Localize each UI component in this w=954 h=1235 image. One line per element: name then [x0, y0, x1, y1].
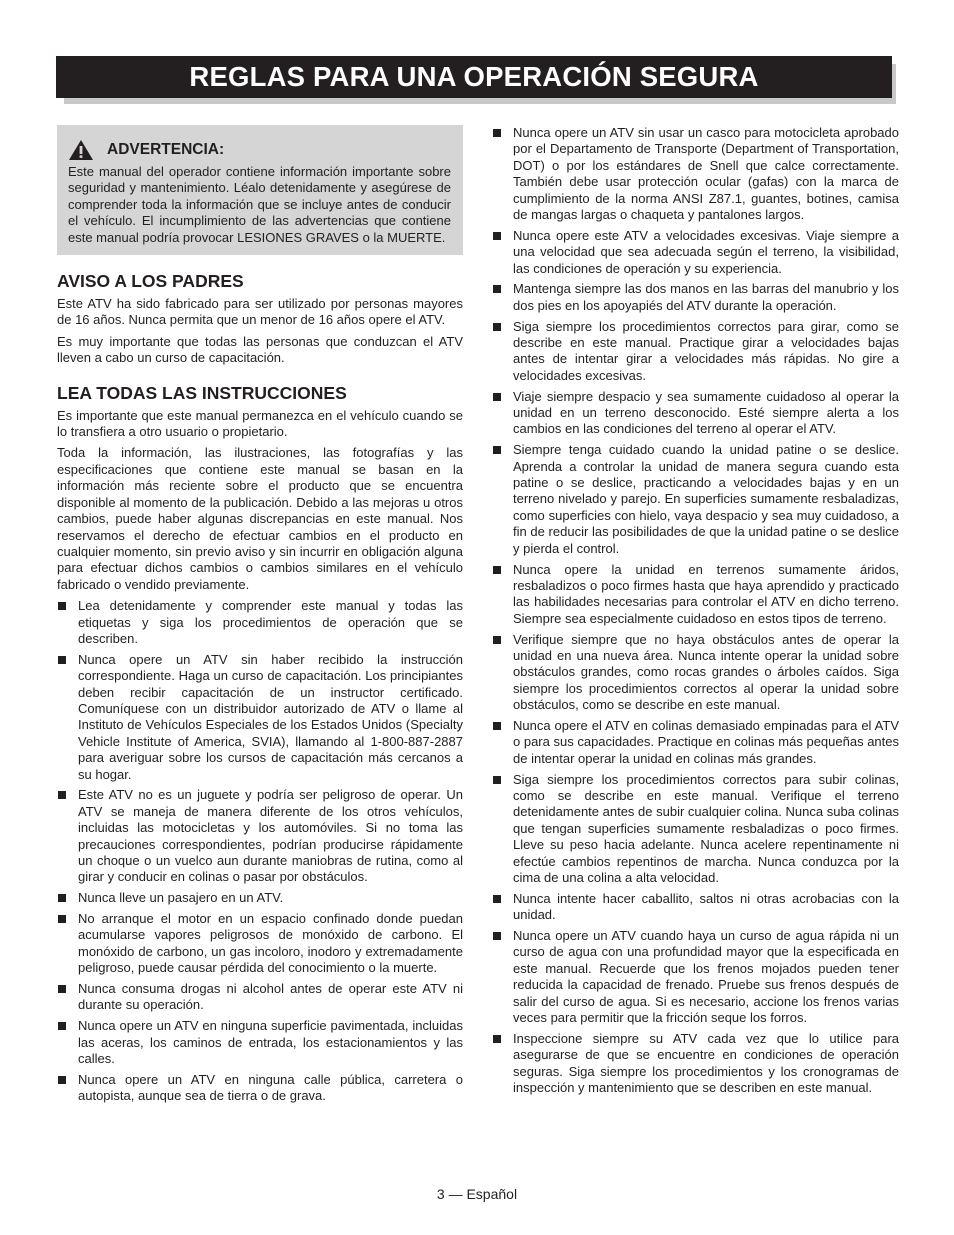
list-item	[492, 389, 899, 438]
list-item-text: Nunca opere un ATV en ninguna superficie pavimentada, incluidas las aceras, los caminos de entrada, los estacionamientos y las calles.	[78, 1018, 463, 1067]
list-item	[492, 772, 899, 887]
list-item	[492, 928, 899, 1026]
list-item	[492, 125, 899, 223]
list-item-text: Este ATV no es un juguete y podría ser peligroso de operar. Un ATV se maneja de manera diferente de los otros vehículos, incluidas las motocicletas y los automóviles. Si no toma las precauciones correspondientes, podrían producirse rápidamente un choque o un vuelco aun durante maniobras de rutina, como al girar y conducir en colinas o pasar por obstáculos.	[78, 787, 463, 885]
bullet-square-icon	[493, 323, 501, 331]
list-item	[492, 891, 899, 924]
left-column	[57, 125, 463, 1109]
right-column	[492, 125, 899, 1101]
list-item	[57, 890, 463, 906]
bullet-square-icon	[493, 446, 501, 454]
warning-header	[68, 139, 451, 161]
bullet-square-icon	[58, 656, 66, 664]
list-item-text: Siga siempre los procedimientos correctos para subir colinas, como se describe en este manual. Verifique el terreno detenidamente antes de subir cualquier colina. Nunca suba colinas que tengan superficies sumamente resbaladizas o poco firmes. Lleve su peso hacia adelante. Nunca acelere repentinamente ni efectúe cambios repentinos de marcha. Nunca conduzca por la cima de una colina a alta velocidad.	[513, 771, 899, 885]
list-item-text: Nunca opere la unidad en terrenos sumamente áridos, resbaladizos o poco firmes hasta que haya aprendido y practicado las habilidades necesarias para controlar el ATV en dicho terreno. Siempre sea especialmente cuidadoso en estos tipos de terreno.	[513, 561, 899, 626]
bullet-square-icon	[493, 1035, 501, 1043]
bullet-square-icon	[493, 776, 501, 784]
list-item	[492, 281, 899, 314]
bullet-square-icon	[58, 915, 66, 923]
list-item-text: Siempre tenga cuidado cuando la unidad patine o se deslice. Aprenda a controlar la unidad de manera segura cuando esta patine o se deslice, practicando a velocidades bajas y en un terreno nivelado y parejo. En superficies sumamente resbaladizas, como superficies con hielo, vaya despacio y sea muy cuidadoso, a fin de reducir las posibilidades de que la unidad patine o se deslice y pierda el control.	[513, 442, 899, 556]
list-item	[492, 442, 899, 557]
bullet-square-icon	[493, 895, 501, 903]
list-item-text: Nunca opere un ATV cuando haya un curso de agua rápida ni un curso de agua con una profundidad mayor que la especificada en este manual. Recuerde que los frenos mojados pueden tener reducida la capacidad de frenado. Pruebe sus frenos después de salir del curso de agua. Si es necesario, accione los frenos varias veces para permitir que la fricción seque los forros.	[513, 927, 899, 1026]
page-title: REGLAS PARA UNA OPERACIÓN SEGURA	[56, 56, 892, 98]
list-item-text: Nunca lleve un pasajero en un ATV.	[78, 890, 284, 906]
list-item	[57, 1018, 463, 1067]
bullet-square-icon	[493, 722, 501, 730]
warning-text: Este manual del operador contiene información importante sobre seguridad y mantenimiento. Léalo detenidamente y asegúrese de comprender toda la información que se incluye antes de conducir el vehículo. El incumplimiento de las advertencias que contiene este manual podría provocar LESIONES GRAVES o la MUERTE.	[68, 164, 451, 245]
instructions-paragraph-2: Toda la información, las ilustraciones, las fotografías y las especificaciones que contiene este manual se basan en la información más reciente sobre el producto que se encuentra disponible al momento de la publicación. Debido a las mejoras u otros cambios, puede haber algunas discrepancias en este manual. Nos reservamos el derecho de efectuar cambios en el producto en cualquier momento, sin previo aviso y sin incurrir en obligación alguna para efectuar dichos cambios o cambios similares en el vehículo fabricado o vendido previamente.	[57, 445, 463, 592]
list-item	[492, 228, 899, 277]
list-item	[57, 652, 463, 783]
list-item-text: Nunca opere este ATV a velocidades excesivas. Viaje siempre a una velocidad que sea adecuada según el terreno, la visibilidad, las condiciones de operación y su experiencia.	[513, 227, 899, 276]
list-item-text: Nunca opere un ATV sin usar un casco para motocicleta aprobado por el Departamento de Transporte (Department of Transportation, DOT) o por los estándares de Snell que calce correctamente. También debe usar protección ocular (gafas) con la marca de cumplimiento de la norma ANSI Z87.1, guantes, botines, camisa de mangas largas o chaqueta y pantalones largos.	[513, 125, 899, 223]
bullet-square-icon	[58, 985, 66, 993]
bullet-square-icon	[493, 636, 501, 644]
list-item-text: Nunca consuma drogas ni alcohol antes de operar este ATV ni durante su operación.	[78, 981, 463, 1013]
bullet-square-icon	[58, 602, 66, 610]
parents-paragraph-1: Este ATV ha sido fabricado para ser utilizado por personas mayores de 16 años. Nunca permita que un menor de 16 años opere el ATV.	[57, 296, 463, 328]
bullet-square-icon	[493, 232, 501, 240]
list-item	[57, 1072, 463, 1105]
list-item	[57, 981, 463, 1014]
list-item-text: Lea detenidamente y comprender este manual y todas las etiquetas y siga los procedimientos de operación que se describen.	[78, 598, 463, 646]
list-item-text: Viaje siempre despacio y sea sumamente cuidadoso al operar la unidad en un terreno desconocido. Esté siempre alerta a los cambios en las condiciones del terreno al operar el ATV.	[513, 388, 899, 437]
list-item	[492, 562, 899, 628]
bullet-square-icon	[493, 566, 501, 574]
list-item-text: Nunca opere el ATV en colinas demasiado empinadas para el ATV o para sus capacidades. Practique en colinas más pequeñas antes de intentar operar la unidad en colinas más grandes.	[513, 717, 899, 766]
warning-triangle-icon	[68, 139, 94, 161]
bullet-square-icon	[58, 1076, 66, 1084]
bullet-square-icon	[58, 894, 66, 902]
list-item	[57, 598, 463, 647]
bullet-square-icon	[58, 1022, 66, 1030]
instructions-heading: LEA TODAS LAS INSTRUCCIONES	[57, 382, 347, 403]
instructions-paragraph-1: Es importante que este manual permanezca en el vehículo cuando se lo transfiera a otro usuario o propietario.	[57, 407, 463, 440]
list-item	[492, 1031, 899, 1097]
list-item-text: Inspeccione siempre su ATV cada vez que lo utilice para asegurarse de que se encuentre en condiciones de operación seguras. Siga siempre los procedimientos y los cronogramas de inspección y mantenimiento que se describen en este manual.	[513, 1030, 899, 1096]
bullet-square-icon	[58, 791, 66, 799]
list-item	[492, 632, 899, 714]
list-item	[492, 718, 899, 767]
bullet-square-icon	[493, 932, 501, 940]
list-item-text: Mantenga siempre las dos manos en las barras del manubrio y los dos pies en los apoyapiés del ATV durante la operación.	[513, 281, 899, 313]
list-item-text: Nunca opere un ATV en ninguna calle pública, carretera o autopista, aunque sea de tierra o de grava.	[78, 1071, 463, 1104]
list-item-text: Verifique siempre que no haya obstáculos antes de operar la unidad en una nueva área. Nunca intente operar la unidad sobre obstáculos grandes, como rocas grandes o árboles caídos. Siga siempre los procedimientos correctos al operar la unidad sobre obstáculos, como se describe en este manual.	[513, 631, 899, 713]
parents-paragraph-2: Es muy importante que todas las personas que conduzcan el ATV lleven a cabo un curso de capacitación.	[57, 333, 463, 366]
warning-box	[57, 125, 463, 255]
list-item-text: No arranque el motor en un espacio confinado donde puedan acumularse vapores peligrosos de monóxido de carbono. El monóxido de carbono, un gas incoloro, inodoro y extremadamente peligroso, puede causar pérdida del conocimiento o la muerte.	[78, 911, 463, 976]
bullet-square-icon	[493, 393, 501, 401]
list-item	[492, 319, 899, 385]
list-item-text: Nunca intente hacer caballito, saltos ni otras acrobacias con la unidad.	[513, 890, 899, 923]
bullet-square-icon	[493, 129, 501, 137]
bullet-square-icon	[493, 285, 501, 293]
list-item-text: Nunca opere un ATV sin haber recibido la instrucción correspondiente. Haga un curso de capacitación. Los principiantes deben recibir capacitación de un instructor certificado. Comuníquese con un distribuidor autorizado de ATV o llame al Instituto de Vehículos Especiales de los Estados Unidos (Specialty Vehicle Institute of America, SVIA), llamando al 1-800-887-2887 para averiguar sobre los cursos de capacitación más cercanos a su hogar.	[78, 651, 463, 782]
parents-heading: AVISO A LOS PADRES	[57, 271, 244, 292]
warning-title: ADVERTENCIA:	[107, 141, 225, 158]
page-footer: 3 — Español	[436, 1186, 518, 1202]
list-item	[57, 911, 463, 977]
list-item-text: Siga siempre los procedimientos correctos para girar, como se describe en este manual. Practique girar a velocidades bajas antes de intentar girar a velocidades más rápidas. No gire a velocidades excesivas.	[513, 318, 899, 383]
right-bullet-list	[492, 125, 899, 1096]
left-bullet-list	[57, 598, 463, 1105]
list-item	[57, 787, 463, 885]
